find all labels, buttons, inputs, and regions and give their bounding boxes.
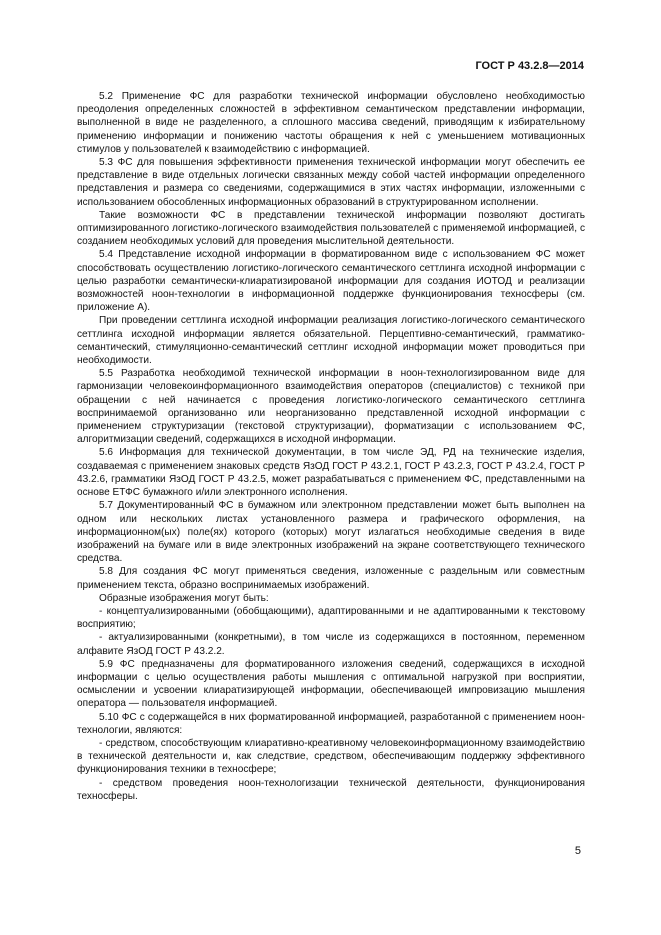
list-item: - концептуализированными (обобщающими), адаптированными и не адаптированными к текстовому восприятию; bbox=[77, 605, 585, 631]
list-item: - средством, способствующим клиаративно-креативному человекоинформационному взаимодействию в технической деятельности и, как следствие, средством, обеспечивающим поддержку эффективного функционирования техники в техносфере; bbox=[77, 737, 585, 776]
paragraph-5-9: 5.9 ФС предназначены для форматированного изложения сведений, содержащихся в исходной информации с целью осуществления работы мышления с оптимальной нагрузкой при восприятии, осмыслении и усвоении клиаратизирующей информации, обеспечивающей импровизацию мышления оператора — пользователя информацией. bbox=[77, 658, 585, 710]
paragraph-5-8: 5.8 Для создания ФС могут применяться сведения, изложенные с раздельным или совместным применением текста, образно воспринимаемых изображений. bbox=[77, 566, 585, 591]
paragraph-5-4-cont: При проведении сеттлинга исходной информации реализация логистико-логического семантического сеттлинга исходной информации является обязательной. Перцептивно-семантический, грамматико-семантический, стимуляционно-семантический сеттлинг исходной информации может проводиться при необходимости. bbox=[77, 315, 585, 367]
list-item: - актуализированными (конкретными), в том числе из содержащихся в постоянном, переменном алфавите ЯзОД ГОСТ Р 43.2.2. bbox=[77, 632, 585, 657]
paragraph-5-2: 5.2 Применение ФС для разработки технической информации обусловлено необходимостью преодоления определенных сложностей в эффективном семантическом представлении информации, выполненной в виде не разделенного, а сплошного массива сведений, приводящим к избирательному применению информации и понижению частоты обращения к ней с уменьшением мотивационных стимулов у пользователей к взаимодействию с информацией. bbox=[77, 91, 585, 155]
paragraph-5-7: 5.7 Документированный ФС в бумажном или электронном представлении может быть выполнен на одном или нескольких листах установленного размера и графического оформления, на информационном(ых) поле(ях) которого (которых) могут излагаться необходимые сведения в виде изображений на бумаге или в виде электронных изображений на экране соответствующего технического средства. bbox=[77, 500, 585, 565]
paragraph-5-3-cont: Такие возможности ФС в представлении технической информации позволяют достигать оптимизированного логистико-логического взаимодействия пользователей с применяемой информацией, с созданием необходимых условий для проведения мыслительной деятельности. bbox=[77, 209, 585, 248]
paragraph-5-5: 5.5 Разработка необходимой технической информации в ноон-технологизированном виде для гармонизации человекоинформационного взаимодействия операторов (специалистов) с техникой при обращении с ней начинается с проведения логистико-логического семантического сеттлинга воспринимаемой организованно или неорганизованно представленной исходной информации с применением структуризации (текстовой структуризации), форматизации с использованием ФС, алгоритмизации сведений, содержащихся в исходной информации. bbox=[77, 368, 585, 446]
list-item: - средством проведения ноон-технологизации технической деятельности, функционирования техносферы. bbox=[77, 777, 585, 802]
paragraph-5-3: 5.3 ФС для повышения эффективности применения технической информации могут обеспечить ее представление в виде отдельных логически связанных между собой частей информации определенного представления и размера со сведениями, содержащимися в этих частях информации, изложенными с использованием обособленных информационных образований в структурированном исполнении. bbox=[77, 157, 585, 208]
page-number: 5 bbox=[574, 845, 581, 857]
paragraph-5-6: 5.6 Информация для технической документации, в том числе ЭД, РД на технические изделия, создаваемая с применением знаковых средств ЯзОД ГОСТ Р 43.2.1, ГОСТ Р 43.2.3, ГОСТ Р 43.2.4, ГОСТ Р 43.2.6, грамматики ЯзОД ГОСТ Р 43.2.5, может разрабатываться с применением ФС, представленными на основе ЕТФС бумажного и/или электронного исполнения. bbox=[77, 447, 585, 499]
paragraph-5-4: 5.4 Представление исходной информации в форматированном виде с использованием ФС может способствовать осуществлению логистико-логического семантического сеттлинга исходной информации с целью разработки семантически-клиаратизированой информации для создания ИОТОД и реализации возможностей ноон-технологии в информационной поддержке функционирования техносферы (см. приложение А). bbox=[77, 249, 585, 314]
page-content bbox=[77, 90, 585, 803]
paragraph-5-10: 5.10 ФС с содержащейся в них форматированной информацией, разработанной с применением ноон-технологии, являются: bbox=[77, 711, 585, 736]
paragraph-5-8-intro: Образные изображения могут быть: bbox=[99, 592, 269, 604]
document-code: ГОСТ Р 43.2.8—2014 bbox=[475, 60, 584, 72]
